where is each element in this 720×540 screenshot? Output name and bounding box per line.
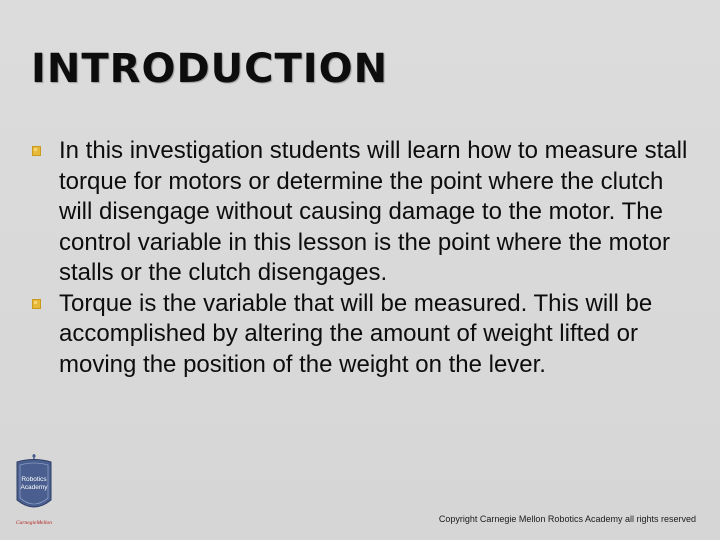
- copyright-footer: Copyright Carnegie Mellon Robotics Academy all rights reserved: [438, 514, 696, 524]
- square-bullet-icon: [32, 146, 41, 156]
- bullet-list: [31, 136, 703, 380]
- square-bullet-icon: [32, 299, 41, 309]
- robotics-academy-logo: [12, 454, 56, 528]
- bullet-item: [31, 289, 703, 381]
- bullet-text: Torque is the variable that will be measured. This will be accomplished by altering the amount of weight lifted or moving the position of the weight on the lever.: [59, 289, 653, 378]
- slide-title: INTRODUCTION: [31, 46, 389, 92]
- bullet-text: In this investigation students will learn how to measure stall torque for motors or determine the point where the clutch will disengage without causing damage to the motor. The control variable in this lesson is the point where the motor stalls or the clutch disengages.: [59, 137, 688, 286]
- logo-caption-carnegie-mellon: CarnegieMellon: [15, 520, 53, 526]
- logo-line-robotics: Robotics: [21, 476, 47, 483]
- logo-line-academy: Academy: [20, 484, 48, 491]
- bullet-item: [31, 136, 703, 289]
